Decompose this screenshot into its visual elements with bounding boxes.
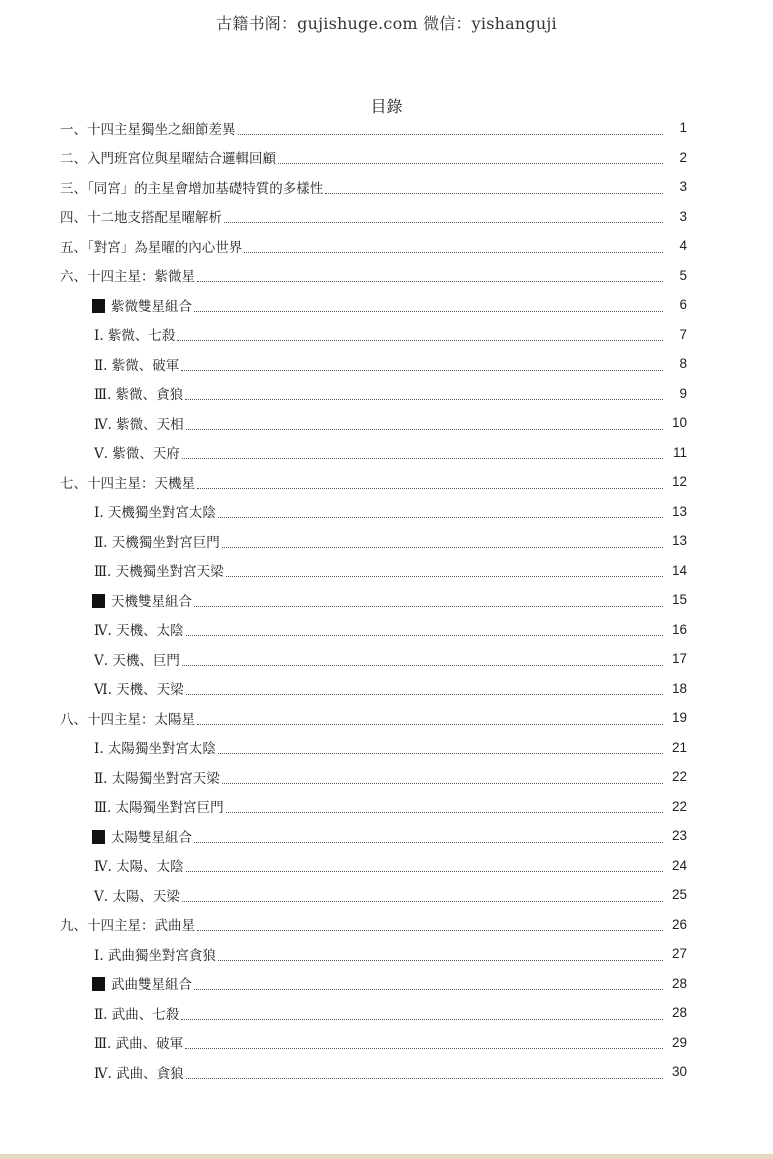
dot-leader (197, 723, 663, 725)
dot-leader (182, 664, 663, 666)
toc-page-number: 13 (671, 503, 687, 519)
watermark-header: 古籍书阁：gujishuge.com 微信：yishanguji (216, 14, 557, 33)
toc-entry-label (94, 767, 222, 787)
toc-entry-label (94, 1032, 185, 1052)
dot-leader (226, 575, 663, 577)
toc-entry-label (94, 324, 177, 344)
toc-entry-label (94, 885, 182, 905)
dot-leader (218, 516, 663, 518)
toc-entry-label (94, 1003, 181, 1023)
toc-page-number: 17 (671, 651, 687, 667)
toc-page-number: 22 (671, 798, 687, 814)
dot-leader (238, 133, 664, 135)
dot-leader (218, 959, 663, 961)
dot-leader (197, 929, 663, 931)
dot-leader (182, 457, 663, 459)
toc-entry-text: 九、十四主星：武曲星 (60, 918, 195, 935)
toc-entry-text: 四、十二地支搭配星曜解析 (60, 210, 222, 227)
toc-chapter-entry[interactable] (0, 703, 773, 733)
dot-leader (181, 1018, 663, 1020)
toc-entry-label (60, 914, 197, 934)
toc-entry-text: Ⅲ. 紫微、貪狼 (94, 387, 184, 404)
black-square-icon (92, 594, 105, 608)
toc-page-number: 24 (671, 857, 687, 873)
toc-entry-text: Ⅲ. 太陽獨坐對宮巨門 (94, 800, 224, 817)
toc-page-number: 16 (671, 621, 687, 637)
dot-leader (226, 811, 663, 813)
toc-entry-text: 紫微雙星組合 (111, 298, 192, 315)
toc-entry-text: Ⅱ. 武曲、七殺 (94, 1006, 180, 1023)
toc-entry-label (94, 619, 186, 639)
toc-section-entry[interactable] (0, 438, 773, 468)
dot-leader (186, 693, 663, 695)
dot-leader (186, 870, 663, 872)
toc-page-number: 13 (671, 533, 687, 549)
toc-entry-label (94, 383, 185, 403)
toc-entry-text: Ⅳ. 太陽、太陰 (94, 859, 184, 876)
toc-section-entry[interactable] (0, 939, 773, 969)
toc-section-entry[interactable] (0, 1028, 773, 1058)
dot-leader (186, 1077, 663, 1079)
toc-page-number: 15 (671, 592, 687, 608)
toc-entry-label (94, 413, 186, 433)
toc-entry-text: 八、十四主星：太陽星 (60, 711, 195, 728)
toc-entry-text: 武曲雙星組合 (111, 977, 192, 994)
toc-entry-text: Ⅵ. 天機、天梁 (94, 682, 184, 699)
toc-page-number: 3 (679, 208, 687, 224)
toc-section-entry[interactable] (0, 762, 773, 792)
toc-chapter-entry[interactable] (0, 261, 773, 291)
toc-chapter-entry[interactable] (0, 202, 773, 232)
dot-leader (177, 339, 663, 341)
black-square-icon (92, 830, 105, 844)
toc-page-number: 9 (679, 385, 687, 401)
toc-entry-text: Ⅲ. 天機獨坐對宮天梁 (94, 564, 224, 581)
toc-page-number: 7 (679, 326, 687, 342)
toc-section-entry[interactable] (0, 408, 773, 438)
dot-leader (194, 605, 663, 607)
toc-page-number: 22 (671, 769, 687, 785)
toc-chapter-entry[interactable] (0, 113, 773, 143)
dot-leader (222, 782, 663, 784)
toc-page-number: 2 (679, 149, 687, 165)
toc-entry-label (60, 472, 197, 492)
dot-leader (325, 192, 663, 194)
toc-section-entry[interactable] (0, 1057, 773, 1087)
toc-entry-label (94, 501, 218, 521)
toc-entry-label (60, 147, 278, 167)
toc-entry-label (60, 236, 244, 256)
toc-section-entry[interactable] (0, 880, 773, 910)
dot-leader (185, 398, 663, 400)
toc-page-number: 21 (671, 739, 687, 755)
toc-entry-text: Ⅳ. 武曲、貪狼 (94, 1065, 184, 1082)
dot-leader (186, 634, 663, 636)
toc-chapter-entry[interactable] (0, 467, 773, 497)
toc-entry-label (60, 265, 197, 285)
toc-entry-label (60, 708, 197, 728)
dot-leader (197, 280, 663, 282)
dot-leader (244, 251, 663, 253)
dot-leader (218, 752, 663, 754)
toc-section-entry[interactable] (0, 526, 773, 556)
toc-group-entry[interactable] (0, 585, 773, 615)
dot-leader (181, 369, 663, 371)
toc-entry-text: 六、十四主星：紫微星 (60, 269, 195, 286)
dot-leader (194, 988, 663, 990)
toc-entry-text: 二、入門班宮位與星曜結合邏輯回顧 (60, 151, 276, 168)
toc-page-number: 27 (671, 946, 687, 962)
toc-page-number: 8 (679, 356, 687, 372)
dot-leader (197, 487, 663, 489)
toc-page-number: 19 (671, 710, 687, 726)
toc-entry-label (94, 678, 186, 698)
toc-entry-label (94, 737, 218, 757)
toc-entry-label (94, 560, 226, 580)
dot-leader (222, 546, 663, 548)
toc-section-entry[interactable] (0, 644, 773, 674)
toc-entry-text: 太陽雙星組合 (111, 829, 192, 846)
toc-section-entry[interactable] (0, 556, 773, 586)
toc-entry-text: Ⅱ. 太陽獨坐對宮天梁 (94, 770, 220, 787)
dot-leader (278, 162, 663, 164)
toc-entry-text: Ⅰ. 紫微、七殺 (94, 328, 176, 345)
toc-page-number: 10 (671, 415, 687, 431)
toc-section-entry[interactable] (0, 674, 773, 704)
toc-entry-label (94, 354, 181, 374)
toc-section-entry[interactable] (0, 998, 773, 1028)
toc-page-number: 23 (671, 828, 687, 844)
toc-section-entry[interactable] (0, 497, 773, 527)
toc-page-number: 29 (671, 1034, 687, 1050)
black-square-icon (92, 299, 105, 313)
toc-entry-text: Ⅳ. 天機、太陰 (94, 623, 184, 640)
toc-entry-text: Ⅴ. 紫微、天府 (94, 446, 180, 463)
dot-leader (185, 1047, 663, 1049)
toc-page-number: 14 (671, 562, 687, 578)
toc-page-number: 4 (679, 238, 687, 254)
dot-leader (194, 841, 663, 843)
toc-entry-text: 五、「對宮」為星曜的內心世界 (60, 239, 243, 256)
toc-entry-text: Ⅴ. 天機、巨門 (94, 652, 180, 669)
toc-page-number: 1 (679, 120, 687, 136)
toc-page-number: 11 (672, 444, 687, 460)
toc-entry-text: 天機雙星組合 (111, 593, 192, 610)
toc-entry-label (60, 177, 325, 197)
toc-entry-label (94, 649, 182, 669)
toc-entry-label (94, 944, 218, 964)
toc-page-number: 5 (679, 267, 687, 283)
toc-entry-text: 三、「同宮」的主星會增加基礎特質的多樣性 (60, 180, 324, 197)
toc-chapter-entry[interactable] (0, 143, 773, 173)
toc-section-entry[interactable] (0, 320, 773, 350)
toc-entry-text: Ⅰ. 太陽獨坐對宮太陰 (94, 741, 216, 758)
toc-entry-label (92, 826, 194, 846)
toc-group-entry[interactable] (0, 969, 773, 999)
toc-chapter-entry[interactable] (0, 231, 773, 261)
toc-entry-label (94, 855, 186, 875)
dot-leader (194, 310, 663, 312)
toc-section-entry[interactable] (0, 379, 773, 409)
toc-entry-label (94, 1062, 186, 1082)
toc-page-number: 30 (671, 1064, 687, 1080)
toc-entry-text: Ⅴ. 太陽、天梁 (94, 888, 180, 905)
toc-group-entry[interactable] (0, 821, 773, 851)
toc-page-number: 6 (679, 297, 687, 313)
toc-entry-text: Ⅰ. 武曲獨坐對宮貪狼 (94, 947, 216, 964)
toc-entry-label (60, 206, 224, 226)
page-bottom-edge (0, 1154, 773, 1159)
toc-entry-label (92, 973, 194, 993)
toc-entry-text: Ⅲ. 武曲、破軍 (94, 1036, 184, 1053)
dot-leader (224, 221, 663, 223)
toc-entry-label (92, 590, 194, 610)
toc-entry-label (60, 118, 238, 138)
dot-leader (182, 900, 663, 902)
toc-entry-text: 一、十四主星獨坐之細節差異 (60, 121, 236, 138)
toc-section-entry[interactable] (0, 792, 773, 822)
toc-page-number: 12 (671, 474, 687, 490)
toc-entry-label (94, 796, 226, 816)
toc-group-entry[interactable] (0, 290, 773, 320)
toc-page-number: 28 (671, 1005, 687, 1021)
toc-chapter-entry[interactable] (0, 910, 773, 940)
toc-entry-label (94, 531, 222, 551)
toc-page-number: 25 (671, 887, 687, 903)
toc-entry-label (94, 442, 182, 462)
toc-chapter-entry[interactable] (0, 172, 773, 202)
toc-section-entry[interactable] (0, 851, 773, 881)
dot-leader (186, 428, 663, 430)
toc-entry-label (92, 295, 194, 315)
toc-page-number: 18 (671, 680, 687, 696)
toc-section-entry[interactable] (0, 615, 773, 645)
black-square-icon (92, 977, 105, 991)
toc-page-number: 28 (671, 975, 687, 991)
toc-entry-text: Ⅱ. 天機獨坐對宮巨門 (94, 534, 220, 551)
toc-entry-text: Ⅳ. 紫微、天相 (94, 416, 184, 433)
toc-section-entry[interactable] (0, 349, 773, 379)
toc-title: 目錄 (370, 97, 403, 116)
toc-page-number: 26 (671, 916, 687, 932)
toc-page-number: 3 (679, 179, 687, 195)
toc-entry-text: Ⅰ. 天機獨坐對宮太陰 (94, 505, 216, 522)
toc-section-entry[interactable] (0, 733, 773, 763)
toc-entry-text: 七、十四主星：天機星 (60, 475, 195, 492)
toc-entry-text: Ⅱ. 紫微、破軍 (94, 357, 180, 374)
table-of-contents (0, 113, 773, 1087)
